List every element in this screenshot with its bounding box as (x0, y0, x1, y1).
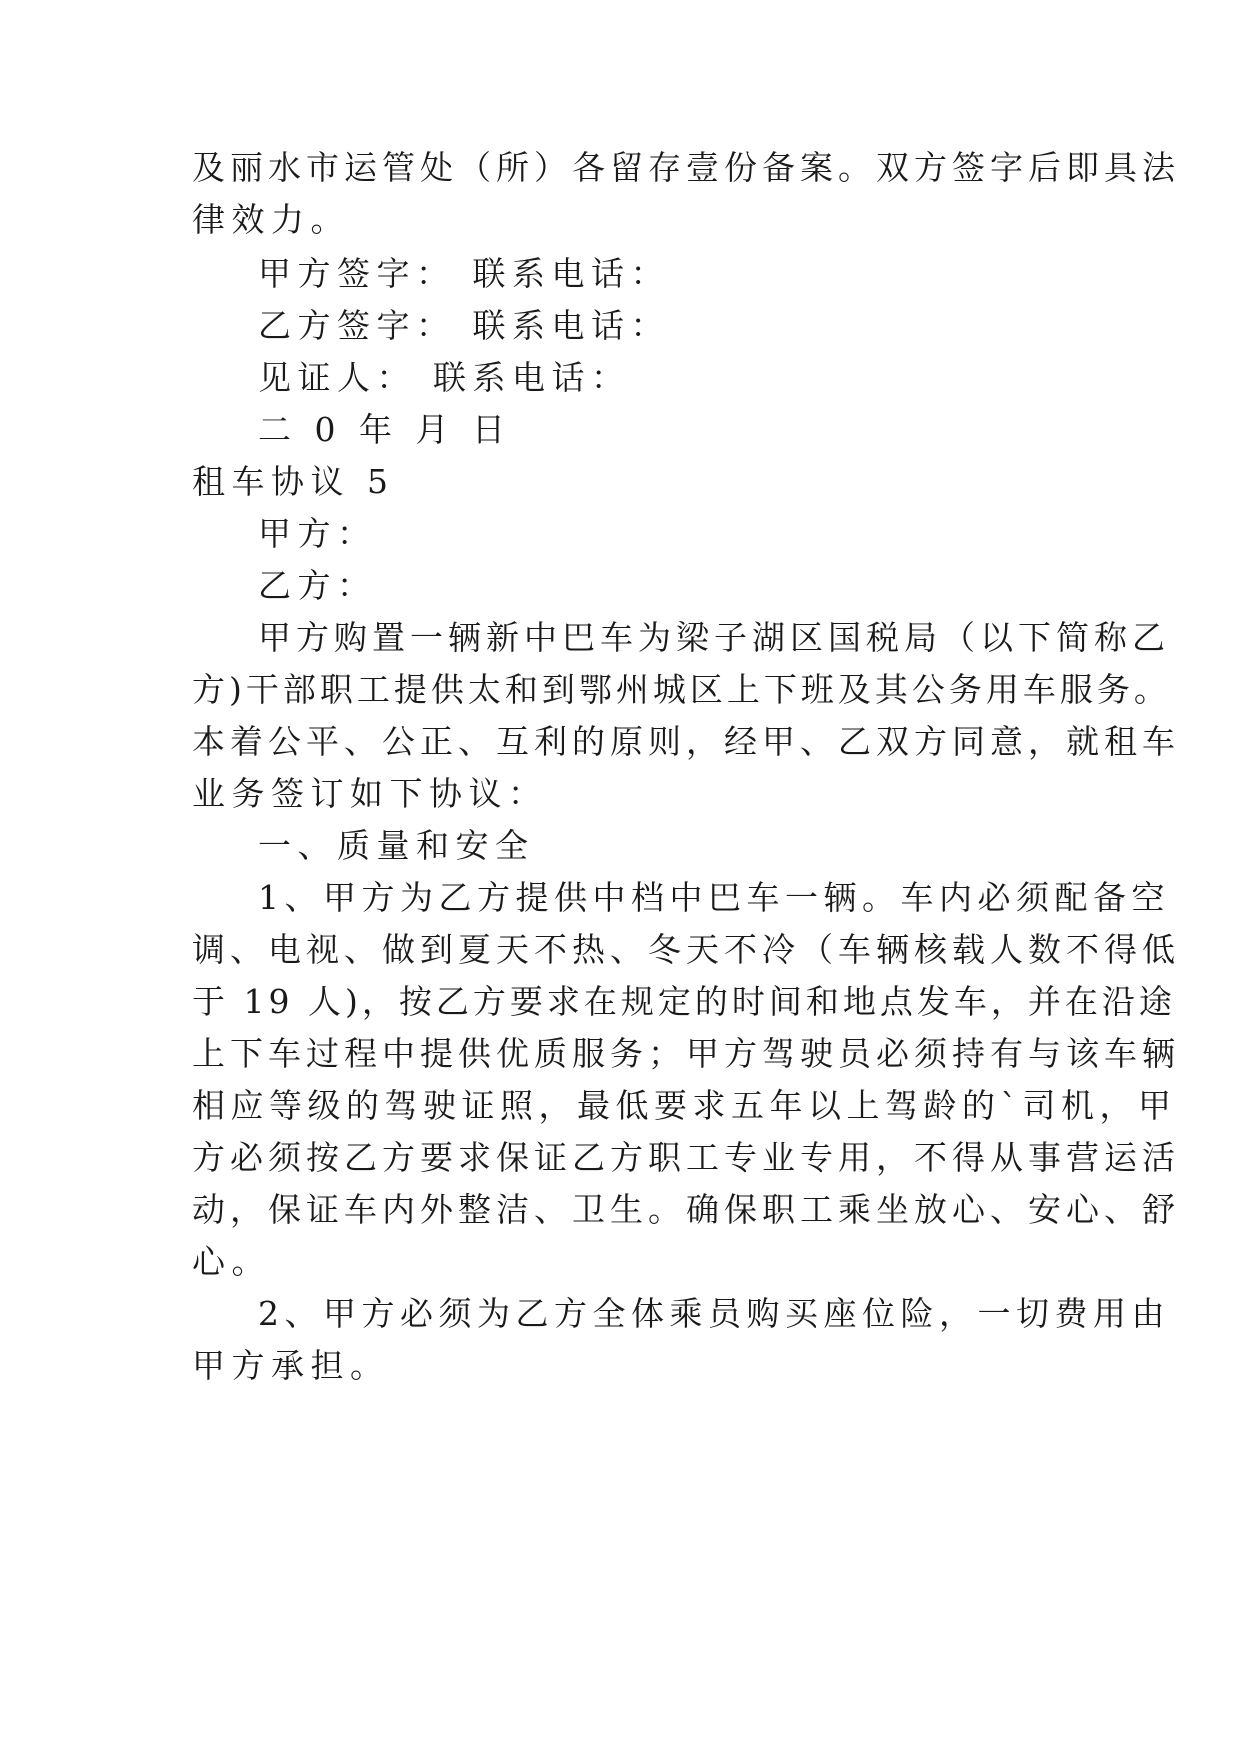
section-title: 租车协议 5 (192, 462, 395, 501)
text-line: 业务签订如下协议： (192, 774, 548, 813)
section-heading: 一、质量和安全 (258, 826, 535, 865)
text-line: 及丽水市运管处（所）各留存壹份备案。双方签字后即具法 (192, 148, 1180, 187)
text-line: 方必须按乙方要求保证乙方职工专业专用，不得从事营运活 (192, 1138, 1180, 1177)
date-line: 二 0 年 月 日 (258, 410, 512, 449)
signature-line-witness: 见证人： 联系电话： (258, 358, 631, 397)
text-line: 心。 (192, 1242, 271, 1281)
text-line: 方)干部职工提供太和到鄂州城区上下班及其公务用车服务。 (192, 670, 1171, 709)
text-line: 甲方购置一辆新中巴车为梁子湖区国税局（以下简称乙 (258, 618, 1170, 657)
text-line: 于 19 人)，按乙方要求在规定的时间和地点发车，并在沿途 (192, 982, 1176, 1021)
text-line: 律效力。 (192, 200, 350, 239)
text-line: 1、甲方为乙方提供中档中巴车一辆。车内必须配备空 (258, 878, 1170, 917)
text-line: 上下车过程中提供优质服务；甲方驾驶员必须持有与该车辆 (192, 1034, 1180, 1073)
text-line: 2、甲方必须为乙方全体乘员购买座位险，一切费用由 (258, 1294, 1170, 1333)
party-a-label: 甲方： (258, 514, 377, 553)
text-line: 相应等级的驾驶证照，最低要求五年以上驾龄的`司机，甲 (192, 1086, 1177, 1125)
party-b-label: 乙方： (258, 566, 377, 605)
text-line: 动，保证车内外整洁、卫生。确保职工乘坐放心、安心、舒 (192, 1190, 1180, 1229)
text-line: 本着公平、公正、互利的原则，经甲、乙双方同意，就租车 (192, 722, 1180, 761)
signature-line-party-b: 乙方签字： 联系电话： (258, 306, 670, 345)
text-line: 甲方承担。 (192, 1346, 390, 1385)
text-line: 调、电视、做到夏天不热、冬天不冷（车辆核载人数不得低 (192, 930, 1180, 969)
signature-line-party-a: 甲方签字： 联系电话： (258, 254, 670, 293)
